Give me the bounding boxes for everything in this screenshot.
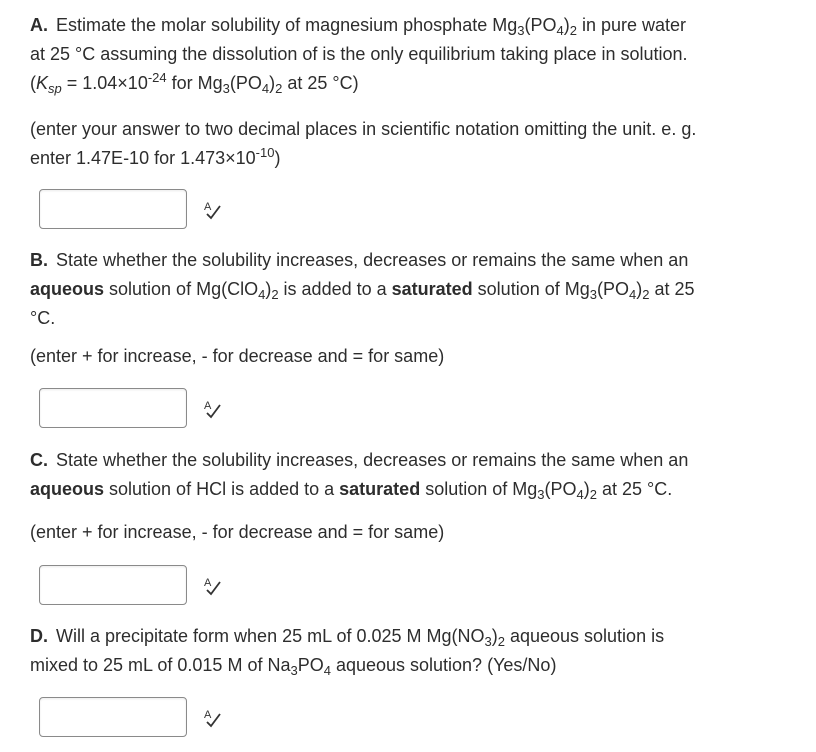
spellcheck-icon[interactable] bbox=[201, 707, 223, 729]
answer-a-input[interactable] bbox=[39, 189, 187, 229]
spellcheck-icon[interactable] bbox=[201, 199, 223, 221]
question-c: C. State whether the solubility increases, decreases or remains the same when an aqueous solution of HCl is added to a saturated solution of $Mg_3(PO_4)_2$ at 25 °C. bbox=[30, 450, 689, 502]
svg-text:A: A bbox=[204, 577, 212, 589]
question-c-instructions: (enter + for increase, - for decrease and = for same) bbox=[30, 522, 445, 542]
question-a-line2: at 25 °C assuming the dissolution of is the only equilibrium taking place in solution. bbox=[30, 44, 688, 64]
question-b-instructions: (enter + for increase, - for decrease and = for same) bbox=[30, 346, 445, 366]
question-a-line1: A. Estimate the molar solubility of magnesium phosphate $Mg_3(PO_4)_2$ in pure water bbox=[30, 15, 687, 38]
svg-text:A: A bbox=[204, 201, 212, 213]
question-a-letter: A. bbox=[30, 15, 48, 35]
question-a-instructions: (enter your answer to two decimal places in scientific notation omitting the unit. e. g. enter 1.47E-10 for $1.473\times 10^{-10}$) bbox=[30, 119, 697, 168]
svg-text:A: A bbox=[204, 709, 212, 721]
question-b: B. State whether the solubility increases, decreases or remains the same when an aqueous solution of $Mg(ClO_4)_2$ is added to a saturated solution of $Mg_3(PO_4)_2$ at 25 °C. bbox=[30, 250, 695, 328]
answer-d-input[interactable] bbox=[39, 697, 187, 737]
question-c-letter: C. bbox=[30, 450, 48, 470]
question-d-letter: D. bbox=[30, 626, 48, 646]
answer-b-input[interactable] bbox=[39, 388, 187, 428]
question-a-ksp: ($K_{sp} = 1.04\times 10^{-24}$ for $Mg_3(PO_4)_2$ at 25 °C) bbox=[30, 70, 359, 96]
answer-c-input[interactable] bbox=[39, 565, 187, 605]
question-d: D. Will a precipitate form when 25 mL of 0.025 M $Mg(NO_3)_2$ aqueous solution is mixed to 25 mL of 0.015 M of $Na_3PO_4$ aqueous solution? (Yes/No) bbox=[30, 626, 665, 678]
question-b-letter: B. bbox=[30, 250, 48, 270]
spellcheck-icon[interactable] bbox=[201, 398, 223, 420]
question-a bbox=[30, 11, 790, 98]
spellcheck-icon[interactable] bbox=[201, 575, 223, 597]
svg-text:A: A bbox=[204, 400, 212, 412]
